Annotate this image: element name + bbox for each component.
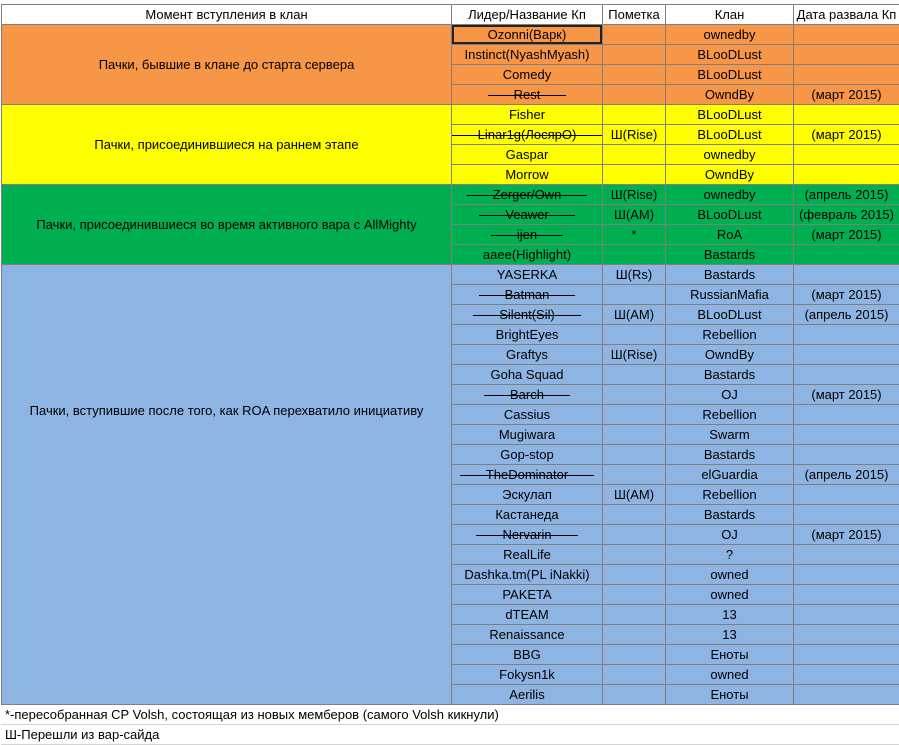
- clan-cell[interactable]: Еноты: [666, 685, 794, 705]
- clan-cell[interactable]: ownedby: [666, 145, 794, 165]
- date-cell[interactable]: [794, 325, 899, 345]
- clan-cell[interactable]: Bastards: [666, 245, 794, 265]
- mark-cell[interactable]: [603, 605, 666, 625]
- leader-name: Rest: [514, 85, 541, 104]
- clan-cell[interactable]: OwndBy: [666, 165, 794, 185]
- footnotes: [1, 705, 899, 745]
- mark-cell[interactable]: [603, 565, 666, 585]
- clan-cell[interactable]: Bastards: [666, 365, 794, 385]
- footnote-asterisk[interactable]: *-пересобранная CP Volsh, состоящая из новых мемберов (самого Volsh кикнули): [1, 705, 899, 725]
- mark-cell[interactable]: [603, 165, 666, 185]
- leader-cell[interactable]: [452, 165, 603, 185]
- date-cell[interactable]: [794, 245, 899, 265]
- leader-cell[interactable]: [452, 445, 603, 465]
- clan-cell[interactable]: Bastards: [666, 505, 794, 525]
- date-cell[interactable]: (март 2015): [794, 125, 899, 145]
- table-row: [2, 265, 899, 285]
- leader-name: Cassius: [504, 407, 550, 422]
- leader-name: Ozonni(Варк): [488, 27, 567, 42]
- leader-name: Эскулап: [502, 487, 552, 502]
- leader-name: Silent(Sil): [499, 305, 555, 324]
- leader-name: BBG: [513, 647, 540, 662]
- mark-cell[interactable]: [603, 25, 666, 45]
- leader-name: ijen: [517, 225, 537, 244]
- leader-cell[interactable]: [452, 285, 603, 305]
- leader-name: Gaspar: [506, 147, 549, 162]
- leader-cell[interactable]: [452, 125, 603, 145]
- clan-cell[interactable]: ownedby: [666, 25, 794, 45]
- mark-cell[interactable]: [603, 505, 666, 525]
- clan-cell[interactable]: owned: [666, 585, 794, 605]
- clan-cell[interactable]: OJ: [666, 385, 794, 405]
- date-cell[interactable]: [794, 105, 899, 125]
- leader-cell[interactable]: [452, 585, 603, 605]
- clan-cell[interactable]: OJ: [666, 525, 794, 545]
- leader-cell[interactable]: [452, 45, 603, 65]
- leader-name: Graftys: [506, 347, 548, 362]
- leader-cell[interactable]: [452, 525, 603, 545]
- leader-cell[interactable]: [452, 645, 603, 665]
- leader-cell[interactable]: [452, 85, 603, 105]
- mark-cell[interactable]: [603, 85, 666, 105]
- leader-cell[interactable]: [452, 305, 603, 325]
- clan-cell[interactable]: Bastards: [666, 265, 794, 285]
- leader-cell[interactable]: [452, 605, 603, 625]
- mark-cell[interactable]: [603, 525, 666, 545]
- leader-name: BrightEyes: [496, 327, 559, 342]
- clan-table: [1, 4, 899, 705]
- clan-cell[interactable]: ?: [666, 545, 794, 565]
- date-cell[interactable]: [794, 685, 899, 705]
- clan-cell[interactable]: BLooDLust: [666, 65, 794, 85]
- mark-cell[interactable]: [603, 465, 666, 485]
- footnote-sh[interactable]: Ш-Перешли из вар-сайда: [1, 725, 899, 745]
- mark-cell[interactable]: Ш(Rise): [603, 185, 666, 205]
- mark-cell[interactable]: Ш(AM): [603, 205, 666, 225]
- table-row: [2, 25, 899, 45]
- date-cell[interactable]: [794, 645, 899, 665]
- date-cell[interactable]: [794, 25, 899, 45]
- leader-cell[interactable]: [452, 65, 603, 85]
- mark-cell[interactable]: [603, 385, 666, 405]
- leader-name: aaee(Highlight): [483, 247, 571, 262]
- clan-cell[interactable]: owned: [666, 665, 794, 685]
- clan-cell[interactable]: RussianMafia: [666, 285, 794, 305]
- mark-cell[interactable]: Ш(Rise): [603, 125, 666, 145]
- table-row: [2, 185, 899, 205]
- leader-cell[interactable]: [452, 565, 603, 585]
- table-row: [2, 105, 899, 125]
- date-cell[interactable]: [794, 405, 899, 425]
- date-cell[interactable]: (март 2015): [794, 225, 899, 245]
- table-body: [2, 25, 899, 705]
- leader-cell[interactable]: [452, 625, 603, 645]
- mark-cell[interactable]: [603, 645, 666, 665]
- leader-cell[interactable]: [452, 365, 603, 385]
- leader-name: TheDominator: [486, 465, 568, 484]
- date-cell[interactable]: [794, 345, 899, 365]
- mark-cell[interactable]: Ш(Rs): [603, 265, 666, 285]
- leader-name: Nervarin: [502, 525, 551, 544]
- leader-name: Fokysn1k: [499, 667, 555, 682]
- leader-cell[interactable]: [452, 505, 603, 525]
- leader-cell[interactable]: [452, 225, 603, 245]
- date-cell[interactable]: [794, 625, 899, 645]
- leader-cell[interactable]: [452, 385, 603, 405]
- leader-name: Instinct(NyashMyash): [465, 47, 590, 62]
- mark-cell[interactable]: Ш(Rise): [603, 345, 666, 365]
- date-cell[interactable]: (март 2015): [794, 525, 899, 545]
- clan-cell[interactable]: OwndBy: [666, 85, 794, 105]
- clan-cell[interactable]: 13: [666, 605, 794, 625]
- leader-cell[interactable]: [452, 25, 603, 45]
- leader-name: Comedy: [503, 67, 551, 82]
- mark-cell[interactable]: [603, 245, 666, 265]
- leader-name: Barch: [510, 385, 544, 404]
- date-cell[interactable]: [794, 365, 899, 385]
- date-cell[interactable]: [794, 445, 899, 465]
- leader-name: Batman: [505, 285, 550, 304]
- group-label-cell[interactable]: Пачки, присоединившиеся во время активного вара с AllMighty: [2, 185, 452, 265]
- mark-cell[interactable]: [603, 285, 666, 305]
- date-cell[interactable]: [794, 585, 899, 605]
- date-cell[interactable]: [794, 505, 899, 525]
- date-cell[interactable]: [794, 165, 899, 185]
- mark-cell[interactable]: [603, 65, 666, 85]
- mark-cell[interactable]: [603, 625, 666, 645]
- leader-cell[interactable]: [452, 105, 603, 125]
- leader-name: Goha Squad: [490, 367, 563, 382]
- leader-cell[interactable]: [452, 485, 603, 505]
- leader-name: PAKETA: [502, 587, 551, 602]
- clan-cell[interactable]: BLooDLust: [666, 305, 794, 325]
- mark-cell[interactable]: [603, 665, 666, 685]
- leader-name: Fisher: [509, 107, 545, 122]
- date-cell[interactable]: [794, 425, 899, 445]
- date-cell[interactable]: [794, 145, 899, 165]
- clan-cell[interactable]: Еноты: [666, 645, 794, 665]
- leader-name: Mugiwara: [499, 427, 555, 442]
- date-cell[interactable]: [794, 665, 899, 685]
- leader-cell[interactable]: [452, 145, 603, 165]
- mark-cell[interactable]: Ш(AM): [603, 485, 666, 505]
- clan-cell[interactable]: owned: [666, 565, 794, 585]
- mark-cell[interactable]: [603, 145, 666, 165]
- mark-cell[interactable]: [603, 105, 666, 125]
- leader-name: Кастанеда: [495, 507, 558, 522]
- leader-name: Renaissance: [489, 627, 564, 642]
- clan-cell[interactable]: BLooDLust: [666, 45, 794, 65]
- clan-cell[interactable]: Rebellion: [666, 325, 794, 345]
- clan-cell[interactable]: OwndBy: [666, 345, 794, 365]
- mark-cell[interactable]: Ш(AM): [603, 305, 666, 325]
- leader-cell[interactable]: [452, 665, 603, 685]
- clan-cell[interactable]: Rebellion: [666, 405, 794, 425]
- leader-name: Zerger/Own: [493, 185, 562, 204]
- clan-cell[interactable]: Rebellion: [666, 485, 794, 505]
- mark-cell[interactable]: [603, 585, 666, 605]
- date-cell[interactable]: [794, 485, 899, 505]
- date-cell[interactable]: (апрель 2015): [794, 465, 899, 485]
- leader-cell[interactable]: [452, 325, 603, 345]
- leader-cell[interactable]: [452, 245, 603, 265]
- leader-cell[interactable]: [452, 345, 603, 365]
- date-cell[interactable]: (апрель 2015): [794, 305, 899, 325]
- mark-cell[interactable]: [603, 545, 666, 565]
- leader-name: Dashka.tm(PL iNakki): [464, 567, 589, 582]
- date-cell[interactable]: [794, 65, 899, 85]
- header-cell-leader[interactable]: Лидер/Название Кп: [452, 5, 603, 25]
- date-cell[interactable]: (март 2015): [794, 285, 899, 305]
- date-cell[interactable]: (март 2015): [794, 385, 899, 405]
- leader-name: RealLife: [503, 547, 551, 562]
- group-label-cell[interactable]: Пачки, бывшие в клане до старта сервера: [2, 25, 452, 105]
- mark-cell[interactable]: [603, 425, 666, 445]
- clan-cell[interactable]: BLooDLust: [666, 125, 794, 145]
- clan-cell[interactable]: BLooDLust: [666, 205, 794, 225]
- leader-name: Veawer: [505, 205, 548, 224]
- clan-cell[interactable]: Swarm: [666, 425, 794, 445]
- header-cell-clan[interactable]: Клан: [666, 5, 794, 25]
- leader-cell[interactable]: [452, 685, 603, 705]
- date-cell[interactable]: [794, 265, 899, 285]
- clan-cell[interactable]: elGuardia: [666, 465, 794, 485]
- leader-cell[interactable]: [452, 265, 603, 285]
- leader-cell[interactable]: [452, 185, 603, 205]
- group-label-cell[interactable]: Пачки, присоединившиеся на раннем этапе: [2, 105, 452, 185]
- leader-cell[interactable]: [452, 465, 603, 485]
- clan-cell[interactable]: ownedby: [666, 185, 794, 205]
- date-cell[interactable]: (март 2015): [794, 85, 899, 105]
- leader-cell[interactable]: [452, 545, 603, 565]
- mark-cell[interactable]: *: [603, 225, 666, 245]
- group-label-cell[interactable]: Пачки, вступившие после того, как ROA перехватило инициативу: [2, 265, 452, 705]
- header-cell-moment[interactable]: Момент вступления в клан: [2, 5, 452, 25]
- date-cell[interactable]: (апрель 2015): [794, 185, 899, 205]
- date-cell[interactable]: [794, 605, 899, 625]
- mark-cell[interactable]: [603, 445, 666, 465]
- leader-name: Gop-stop: [500, 447, 553, 462]
- mark-cell[interactable]: [603, 405, 666, 425]
- date-cell[interactable]: (февраль 2015): [794, 205, 899, 225]
- clan-cell[interactable]: Bastards: [666, 445, 794, 465]
- date-cell[interactable]: [794, 545, 899, 565]
- leader-name: Linar1g(ЛосярО): [478, 125, 577, 144]
- leader-name: dTEAM: [505, 607, 548, 622]
- leader-cell[interactable]: [452, 205, 603, 225]
- mark-cell[interactable]: [603, 325, 666, 345]
- date-cell[interactable]: [794, 45, 899, 65]
- mark-cell[interactable]: [603, 685, 666, 705]
- header-cell-date[interactable]: Дата развала Кп: [794, 5, 899, 25]
- mark-cell[interactable]: [603, 45, 666, 65]
- leader-name: Aerilis: [509, 687, 544, 702]
- clan-cell[interactable]: RoA: [666, 225, 794, 245]
- clan-cell[interactable]: 13: [666, 625, 794, 645]
- mark-cell[interactable]: [603, 365, 666, 385]
- header-row: [2, 5, 899, 25]
- leader-name: Morrow: [505, 167, 548, 182]
- header-cell-mark[interactable]: Пометка: [603, 5, 666, 25]
- clan-cell[interactable]: BLooDLust: [666, 105, 794, 125]
- leader-name: YASERKA: [497, 267, 557, 282]
- date-cell[interactable]: [794, 565, 899, 585]
- leader-cell[interactable]: [452, 425, 603, 445]
- leader-cell[interactable]: [452, 405, 603, 425]
